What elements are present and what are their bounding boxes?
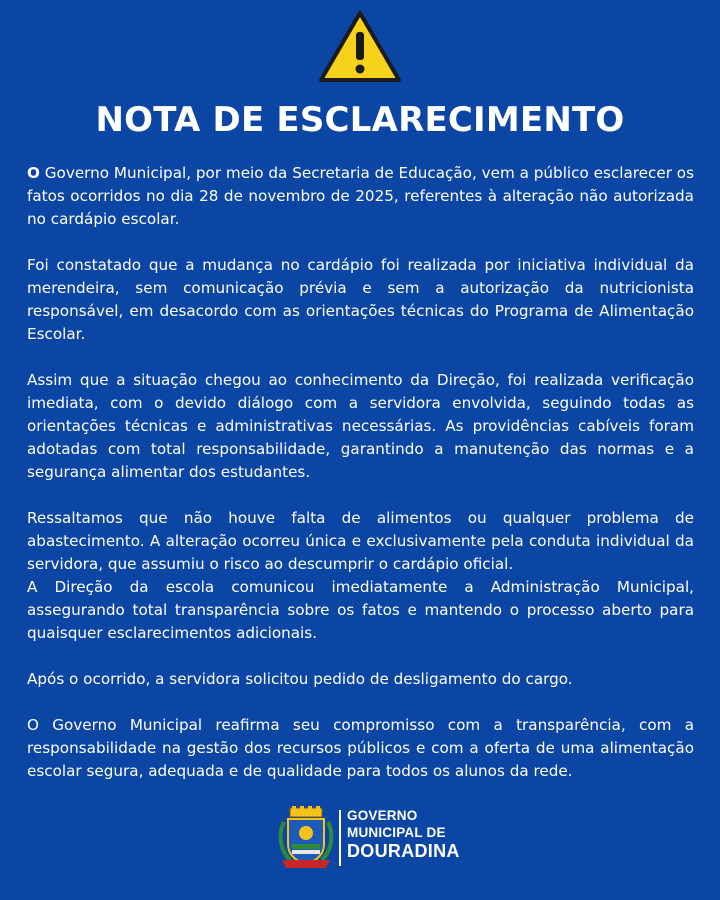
paragraph-lead-letter: O <box>27 164 40 182</box>
government-logo <box>278 806 460 870</box>
coat-of-arms-icon <box>278 806 334 870</box>
paragraph-resignation: Após o ocorrido, a servidora solicitou pedido de desligamento do cargo. <box>27 670 573 688</box>
announcement-body <box>27 162 694 806</box>
warning-icon <box>318 10 402 84</box>
paragraph-actions: Assim que a situação chegou ao conhecimento da Direção, foi realizada verificação imediata, com o devido diálogo com a servidora envolvida, seguindo todas as orientações técnicas e administrativas necessárias. As providências cabíveis foram adotadas com total responsabilidade, garantindo a manutenção das normas e a segurança alimentar dos estudantes. <box>27 371 694 481</box>
government-wordmark <box>347 809 460 860</box>
paragraph-finding: Foi constatado que a mudança no cardápio foi realizada por iniciativa individual da merendeira, sem comunicação prévia e sem a autorização da nutricionista responsável, em desacordo com as orientações técnicas do Programa de Alimentação Escolar. <box>27 256 694 343</box>
wordmark-line-3: DOURADINA <box>347 841 460 861</box>
wordmark-line-1: GOVERNO <box>347 808 418 823</box>
paragraph-intro <box>27 162 694 231</box>
logo-divider <box>339 810 341 866</box>
page-title: NOTA DE ESCLARECIMENTO <box>95 100 625 140</box>
paragraph-no-shortage: Ressaltamos que não houve falta de alimentos ou qualquer problema de abastecimento. A alteração ocorreu única e exclusivamente pela conduta individual da servidora, que assumiu o risco ao descumprir o cardápio oficial. <box>27 509 694 573</box>
paragraph-transparency: A Direção da escola comunicou imediatamente a Administração Municipal, assegurando total transparência sobre os fatos e mantendo o processo aberto para quaisquer esclarecimentos adicionais. <box>27 578 694 642</box>
paragraph-commitment: O Governo Municipal reafirma seu compromisso com a transparência, com a responsabilidade na gestão dos recursos públicos e com a oferta de uma alimentação escolar segura, adequada e de qualidade para todos os alunos da rede. <box>27 716 694 780</box>
wordmark-line-2: MUNICIPAL DE <box>347 824 446 840</box>
paragraph-intro-text: Governo Municipal, por meio da Secretaria de Educação, vem a público esclarecer os fatos ocorridos no dia 28 de novembro de 2025, referentes à alteração não autorizada no cardápio escolar. <box>27 164 694 228</box>
